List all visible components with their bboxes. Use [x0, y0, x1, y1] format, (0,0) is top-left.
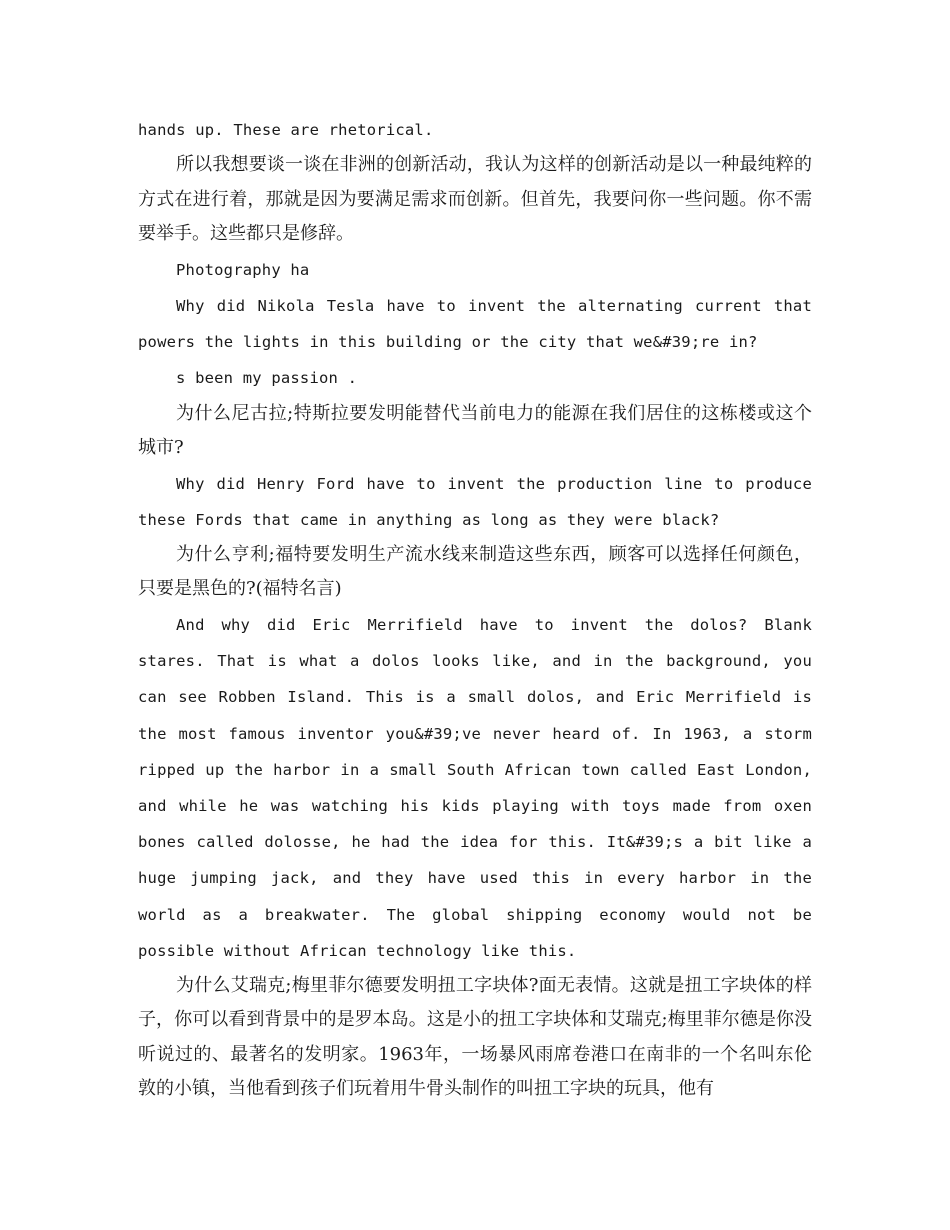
paragraph-en: hands up. These are rhetorical. [138, 121, 434, 139]
paragraph-zh: 为什么尼古拉;特斯拉要发明能替代当前电力的能源在我们居住的这栋楼或这个城市? [138, 402, 812, 459]
paragraph-zh: 为什么亨利;福特要发明生产流水线来制造这些东西，顾客可以选择任何颜色，只要是黑色的?(福特名言) [138, 543, 812, 600]
paragraph-en: Why did Henry Ford have to invent the production line to produce these Fords that came in anything as long as they were black? [138, 474, 812, 529]
paragraph-en: Photography ha [176, 260, 310, 279]
paragraph-zh: 所以我想要谈一谈在非洲的创新活动，我认为这样的创新活动是以一种最纯粹的方式在进行着，那就是因为要满足需求而创新。但首先，我要问你一些问题。你不需要举手。这些都只是修辞。 [138, 154, 812, 245]
document-body [138, 112, 812, 1107]
paragraph-en: Why did Nikola Tesla have to invent the alternating current that powers the lights in this building or the city that we&#39;re in? [138, 296, 812, 352]
paragraph-zh: 为什么艾瑞克;梅里菲尔德要发明扭工字块体?面无表情。这就是扭工字块体的样子，你可以看到背景中的是罗本岛。这是小的扭工字块体和艾瑞克;梅里菲尔德是你没听说过的、最著名的发明家。1963年，一场暴风雨席卷港口在南非的一个名叫东伦敦的小镇，当他看到孩子们玩着用牛骨头制作的叫扭工字块的玩具，他有 [138, 974, 812, 1100]
paragraph-en: s been my passion . [176, 369, 358, 388]
paragraph-en: And why did Eric Merrifield have to invent the dolos? Blank stares. That is what a dolos looks like, and in the background, you can see Robben Island. This is a small dolos, and Eric Merrifield is the most famous inventor you&#39;ve never heard of. In 1963, a storm ripped up the harbor in a small South African town called East London, and while he was watching his kids playing with toys made from oxen bones called dolosse, he had the idea for this. It&#39;s a bit like a huge jumping jack, and they have used this in every harbor in the world as a breakwater. The global shipping economy would not be possible without African technology like this. [138, 615, 812, 960]
